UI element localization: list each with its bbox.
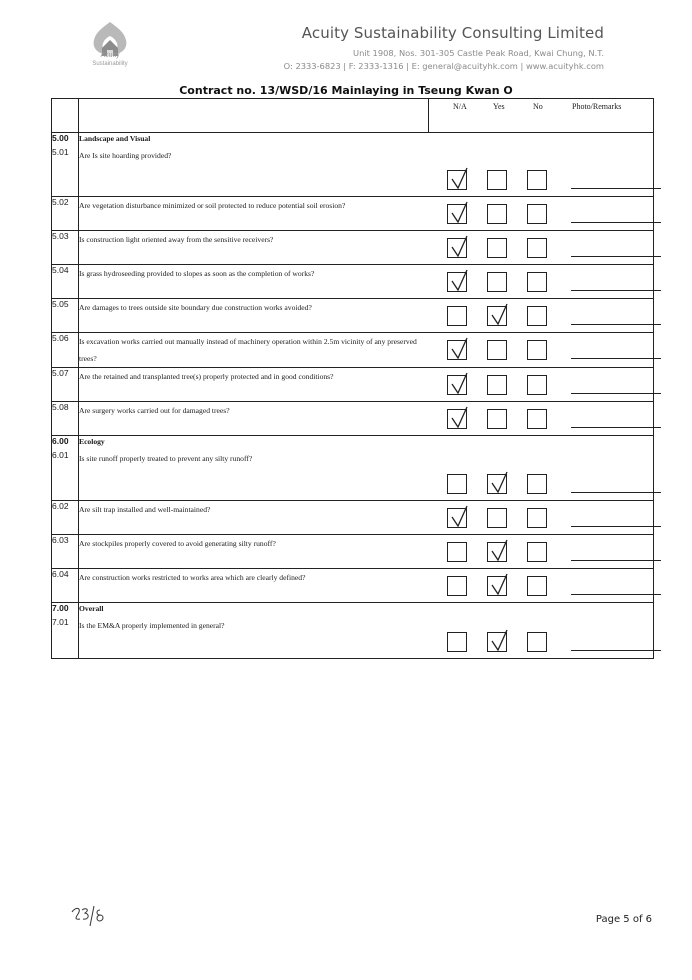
checkbox-no[interactable] [527,306,547,326]
checklist-item-row [52,368,654,402]
checkbox-na[interactable] [447,632,467,652]
item-options-cell [429,617,654,659]
checkbox-no[interactable] [527,409,547,429]
checkmark-icon [490,539,508,563]
checklist-item-row [52,450,654,501]
company-contact: O: 2333-6823 | F: 2333-1316 | E: general@acuityhk.com | www.acuityhk.com [283,61,604,71]
item-question: Is excavation works carried out manually instead of machinery operation within 2.5m vicinity of any preserved trees? [79,333,429,368]
col-remarks: Photo/Remarks [572,102,622,111]
checkmark-icon [490,471,508,495]
remarks-line[interactable] [571,650,661,651]
checkbox-no[interactable] [527,238,547,258]
checkmark-icon [450,235,468,259]
item-question: Is grass hydroseeding provided to slopes as soon as the completion of works? [79,265,429,299]
item-question: Are construction works restricted to works area which are clearly defined? [79,569,429,603]
checkbox-yes[interactable] [487,474,507,494]
checkbox-no[interactable] [527,508,547,528]
item-number: 5.01 [52,147,79,197]
section-title: Overall [79,603,429,617]
checklist-item-row [52,299,654,333]
checklist-item-row [52,265,654,299]
remarks-line[interactable] [571,290,661,291]
checkbox-yes[interactable] [487,542,507,562]
checkbox-na[interactable] [447,474,467,494]
section-number: 5.00 [52,133,79,147]
checkbox-no[interactable] [527,170,547,190]
item-options-cell [429,333,654,368]
checkbox-no[interactable] [527,375,547,395]
item-number: 5.07 [52,368,79,402]
remarks-line[interactable] [571,393,661,394]
checkmark-icon [450,337,468,361]
item-options-cell [429,450,654,501]
remarks-line[interactable] [571,188,661,189]
item-number: 5.08 [52,402,79,436]
remarks-line[interactable] [571,492,661,493]
checkbox-yes[interactable] [487,375,507,395]
remarks-line[interactable] [571,256,661,257]
checkbox-yes[interactable] [487,576,507,596]
checkbox-na[interactable] [447,340,467,360]
remarks-line[interactable] [571,560,661,561]
checkbox-no[interactable] [527,340,547,360]
checkbox-yes[interactable] [487,204,507,224]
section-row [52,133,654,147]
col-na: N/A [453,102,467,111]
checklist-table [51,98,654,659]
header-num-cell [52,99,79,133]
checkbox-no[interactable] [527,204,547,224]
remarks-line[interactable] [571,358,661,359]
checkbox-na[interactable] [447,542,467,562]
checklist-item-row [52,231,654,265]
checkbox-yes[interactable] [487,272,507,292]
item-number: 5.05 [52,299,79,333]
item-number: 5.06 [52,333,79,368]
checkbox-na[interactable] [447,508,467,528]
checkbox-na[interactable] [447,375,467,395]
section-row [52,436,654,450]
checklist-item-row [52,535,654,569]
item-options-cell [429,265,654,299]
remarks-line[interactable] [571,594,661,595]
item-options-cell [429,231,654,265]
checkbox-no[interactable] [527,272,547,292]
checkmark-icon [490,303,508,327]
item-options-cell [429,501,654,535]
item-question: Are the retained and transplanted tree(s) properly protected and in good conditions? [79,368,429,402]
checkmark-icon [450,505,468,529]
checkbox-no[interactable] [527,542,547,562]
checkbox-na[interactable] [447,576,467,596]
checkbox-yes[interactable] [487,340,507,360]
logo-caption [70,52,150,68]
contract-title: Contract no. 13/WSD/16 Mainlaying in Tseung Kwan O [179,84,513,97]
checklist-item-row [52,617,654,659]
company-name: Acuity Sustainability Consulting Limited [301,24,604,42]
checkbox-na[interactable] [447,170,467,190]
checkbox-na[interactable] [447,204,467,224]
section-options-cell [429,436,654,450]
checkbox-na[interactable] [447,306,467,326]
handwritten-signature [70,902,110,930]
item-options-cell [429,147,654,197]
checkmark-icon [490,629,508,653]
checkmark-icon [450,406,468,430]
checkbox-no[interactable] [527,576,547,596]
section-title: Ecology [79,436,429,450]
checkbox-na[interactable] [447,272,467,292]
item-question: Are Is site hoarding provided? [79,147,429,197]
item-question: Are surgery works carried out for damaged trees? [79,402,429,436]
section-options-cell [429,133,654,147]
logo-text: Acuity [100,52,120,59]
checklist-item-row [52,501,654,535]
item-question: Is the EM&A properly implemented in general? [79,617,429,659]
remarks-line[interactable] [571,526,661,527]
checkmark-icon [450,167,468,191]
logo-subtext: Sustainability [92,61,128,67]
item-number: 5.04 [52,265,79,299]
item-question: Is site runoff properly treated to prevent any silty runoff? [79,450,429,501]
checklist-item-row [52,402,654,436]
checklist-item-row [52,569,654,603]
item-options-cell [429,197,654,231]
checkmark-icon [490,573,508,597]
section-options-cell [429,603,654,617]
page-number: Page 5 of 6 [595,914,652,925]
item-number: 6.03 [52,535,79,569]
checklist-item-row [52,147,654,197]
item-number: 6.02 [52,501,79,535]
item-options-cell [429,299,654,333]
checkbox-yes[interactable] [487,409,507,429]
header-question-cell [79,99,429,133]
checklist-item-row [52,333,654,368]
checkbox-na[interactable] [447,238,467,258]
table-header-row [52,99,654,133]
item-number: 7.01 [52,617,79,659]
checkbox-yes[interactable] [487,306,507,326]
checklist-item-row [52,197,654,231]
checkbox-no[interactable] [527,474,547,494]
item-question: Are silt trap installed and well-maintained? [79,501,429,535]
checkbox-yes[interactable] [487,632,507,652]
checkmark-icon [450,269,468,293]
item-options-cell [429,368,654,402]
section-number: 7.00 [52,603,79,617]
item-question: Are stockpiles properly covered to avoid generating silty runoff? [79,535,429,569]
checkmark-icon [450,201,468,225]
section-title: Landscape and Visual [79,133,429,147]
remarks-line[interactable] [571,324,661,325]
item-question: Are vegetation disturbance minimized or soil protected to reduce potential soil erosion? [79,197,429,231]
remarks-line[interactable] [571,427,661,428]
item-number: 6.04 [52,569,79,603]
item-options-cell [429,569,654,603]
remarks-line[interactable] [571,222,661,223]
section-number: 6.00 [52,436,79,450]
checkbox-no[interactable] [527,632,547,652]
company-address: Unit 1908, Nos. 301-305 Castle Peak Road, Kwai Chung, N.T. [353,48,604,58]
checkmark-icon [450,372,468,396]
item-options-cell [429,535,654,569]
col-no: No [533,102,543,111]
item-number: 5.02 [52,197,79,231]
item-number: 5.03 [52,231,79,265]
checkbox-na[interactable] [447,409,467,429]
item-options-cell [429,402,654,436]
checkbox-yes[interactable] [487,508,507,528]
col-yes: Yes [493,102,505,111]
header-options-cell [429,99,654,133]
section-row [52,603,654,617]
item-question: Is construction light oriented away from the sensitive receivers? [79,231,429,265]
checkbox-yes[interactable] [487,238,507,258]
checkbox-yes[interactable] [487,170,507,190]
item-number: 6.01 [52,450,79,501]
item-question: Are damages to trees outside site boundary due construction works avoided? [79,299,429,333]
